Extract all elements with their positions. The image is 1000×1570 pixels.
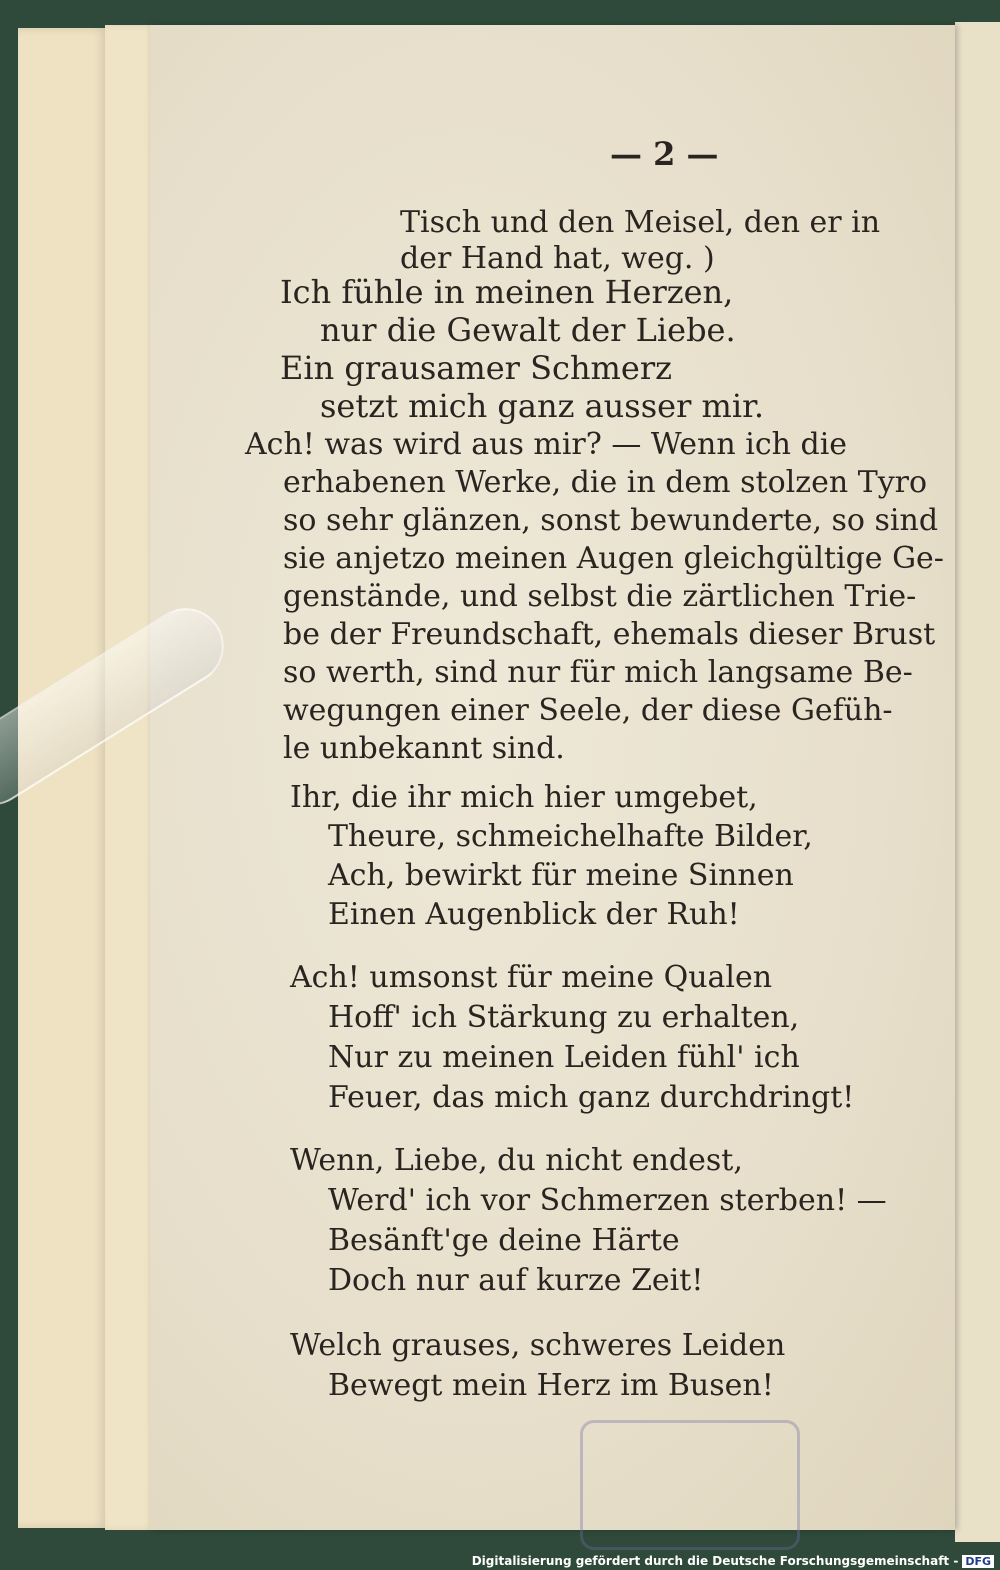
prose-line: genstände, und selbst die zärtlichen Trie- xyxy=(283,579,917,614)
prose-line: be der Freundschaft, ehemals dieser Brust xyxy=(283,617,936,652)
stanza-line: Wenn, Liebe, du nicht endest, xyxy=(290,1143,743,1178)
stanza-line: Hoff' ich Stärkung zu erhalten, xyxy=(328,1000,800,1035)
stanza-line: Welch grauses, schweres Leiden xyxy=(290,1328,786,1363)
dfg-logo: DFG xyxy=(962,1555,994,1568)
library-stamp xyxy=(580,1420,800,1550)
stanza-line: Werd' ich vor Schmerzen sterben! — xyxy=(328,1183,887,1218)
prose-line: wegungen einer Seele, der diese Gefüh- xyxy=(283,693,893,728)
verse-line: setzt mich ganz ausser mir. xyxy=(320,387,765,425)
prose-line: so werth, sind nur für mich langsame Be- xyxy=(283,655,913,690)
book-page xyxy=(150,25,955,1530)
credit-text: Digitalisierung gefördert durch die Deutsche Forschungsgemeinschaft - xyxy=(471,1554,959,1568)
prose-line: erhabenen Werke, die in dem stolzen Tyro xyxy=(283,465,928,500)
next-page-edge xyxy=(955,22,1000,1542)
stanza-line: Nur zu meinen Leiden fühl' ich xyxy=(328,1040,800,1075)
verse-line: Ein grausamer Schmerz xyxy=(280,349,672,387)
prose-line: le unbekannt sind. xyxy=(283,731,565,766)
stanza-line: Doch nur auf kurze Zeit! xyxy=(328,1263,704,1298)
stage-direction-line-2: der Hand hat, weg. ) xyxy=(400,241,715,276)
digitization-credit xyxy=(472,1554,994,1568)
stanza-line: Ach! umsonst für meine Qualen xyxy=(290,960,773,995)
stanza-line: Ihr, die ihr mich hier umgebet, xyxy=(290,780,758,815)
page-number: — 2 — xyxy=(610,135,719,173)
prose-line: so sehr glänzen, sonst bewunderte, so sind xyxy=(283,503,939,538)
stanza-line: Theure, schmeichelhafte Bilder, xyxy=(328,819,813,854)
stanza-line: Bewegt mein Herz im Busen! xyxy=(328,1368,774,1403)
prose-line: sie anjetzo meinen Augen gleichgültige Ge- xyxy=(283,541,944,576)
stage-direction-line-1: Tisch und den Meisel, den er in xyxy=(400,205,881,240)
stanza-line: Einen Augenblick der Ruh! xyxy=(328,897,740,932)
verse-line: nur die Gewalt der Liebe. xyxy=(320,311,736,349)
stanza-line: Ach, bewirkt für meine Sinnen xyxy=(328,858,794,893)
prose-line: Ach! was wird aus mir? — Wenn ich die xyxy=(245,427,848,462)
stanza-line: Feuer, das mich ganz durchdringt! xyxy=(328,1080,855,1115)
verse-line: Ich fühle in meinen Herzen, xyxy=(280,273,734,311)
stanza-line: Besänft'ge deine Härte xyxy=(328,1223,680,1258)
